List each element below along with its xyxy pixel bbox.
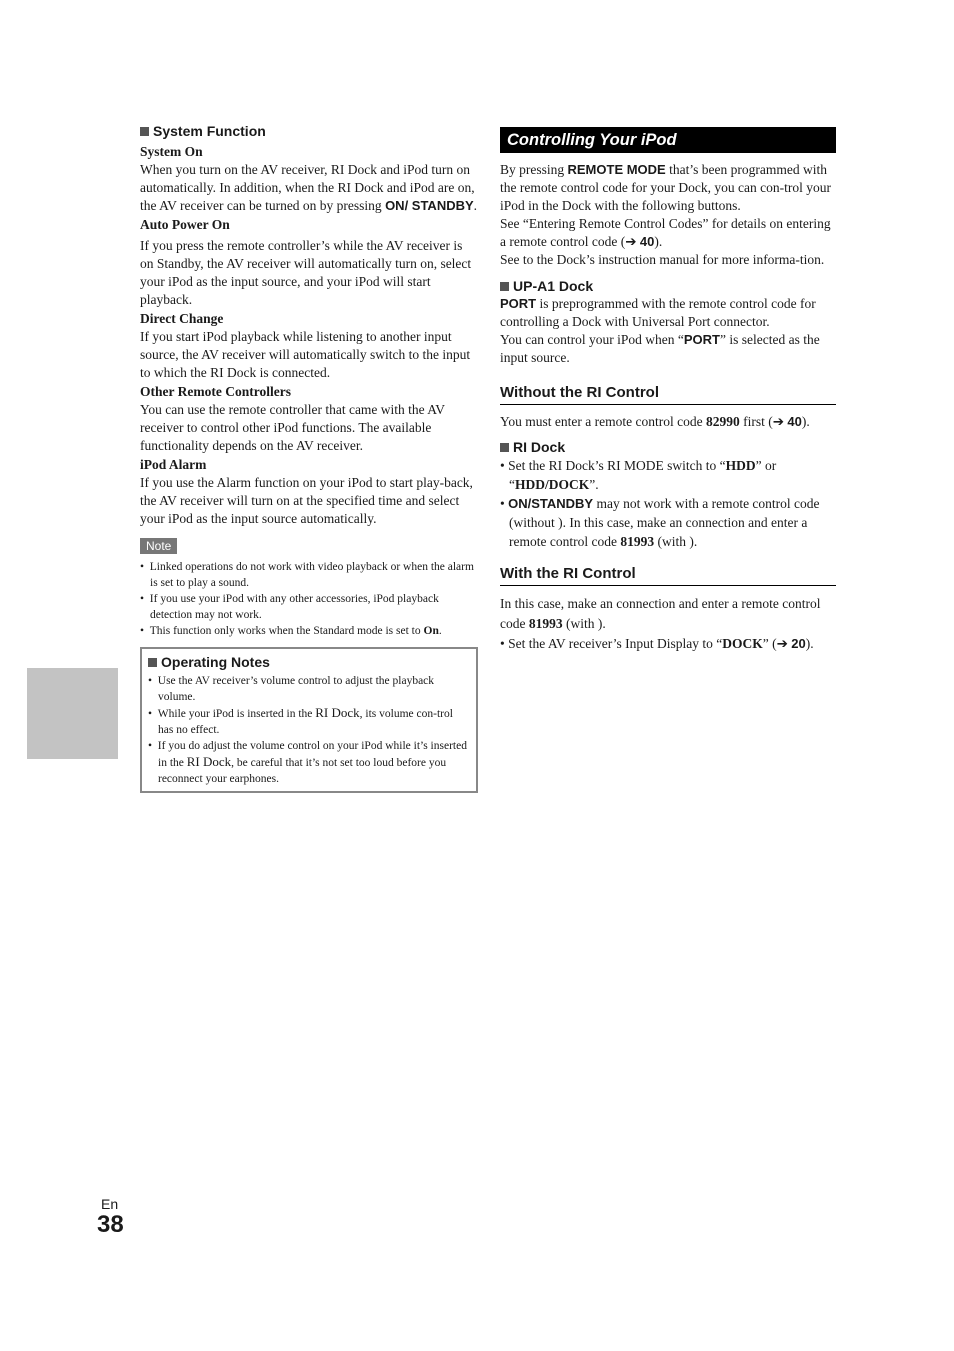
operating-notes-box [140,647,478,793]
square-bullet-icon [140,127,149,136]
with-ri-item: • Set the AV receiver’s Input Display to “DOCK” (➔ 20). [500,636,814,651]
intro-see-codes: See “Entering Remote Control Codes” for details on entering a remote control code (➔ 40). [500,216,831,249]
ri-dock-list [500,456,836,551]
other-remote-text: You can use the remote controller that came with the AV receiver to control other iPod functions. The available functionality depends on the AV receiver. [140,402,445,453]
ipod-alarm-title: iPod Alarm [140,457,207,472]
note-item: • Linked operations do not work with video playback or when the alarm is set to play a sound. [140,561,474,589]
auto-power-on-text: If you press the remote controller’s while the AV receiver is on Standby, the AV receiver will automatically turn on, select your iPod as the input source, and your iPod will start playback. [140,238,472,307]
note-item: • This function only works when the Standard mode is set to On. [140,625,442,637]
left-column [140,122,478,793]
without-ri-text: You must enter a remote control code 82990 first (➔ 40). [500,414,810,429]
upa1-text: PORT is preprogrammed with the remote control code for controlling a Dock with Universal Port connector. [500,296,816,329]
system-function-heading: System Function [140,122,478,140]
with-ri-list [500,634,836,653]
operating-note-item: • While your iPod is inserted in the RI Dock, its volume con-trol has no effect. [148,705,453,736]
square-bullet-icon [500,282,509,291]
language-label: En [101,1196,119,1212]
page-number: 38 [97,1211,124,1238]
operating-note-item: • Use the AV receiver’s volume control to adjust the playback volume. [148,675,435,703]
intro-see-manual: See to the Dock’s instruction manual for more informa-tion. [500,252,825,267]
arrow-right-icon: ➔ [625,234,637,249]
upa1-heading: UP-A1 Dock [500,277,836,295]
ri-dock-heading: RI Dock [500,438,836,456]
ipod-alarm-text: If you use the Alarm function on your iPod to start play-back, the AV receiver will turn on at the specified time and select your iPod as the input source automatically. [140,475,473,526]
operating-notes-list [148,673,470,787]
square-bullet-icon [148,658,157,667]
arrow-right-icon: ➔ [772,414,785,429]
note-item: • If you use your iPod with any other accessories, iPod playback detection may not work. [140,593,439,621]
other-remote-title: Other Remote Controllers [140,384,291,399]
with-ri-heading: With the RI Control [500,565,836,586]
direct-change-text: If you start iPod playback while listening to another input source, the AV receiver will automatically switch to the input to which the RI Dock is connected. [140,329,471,380]
system-on-text: When you turn on the AV receiver, RI Dock and iPod turn on automatically. In addition, when the RI Dock and iPod are on, the AV receiver can be turned on by pressing ON/ STANDBY. [140,162,478,213]
with-ri-text: In this case, make an connection and enter a remote control code 81993 (with ). [500,596,821,631]
upa1-text-2: You can control your iPod when “PORT” is selected as the input source. [500,332,820,365]
operating-notes-heading: Operating Notes [148,653,470,671]
ri-dock-item: • ON/STANDBY may not work with a remote control code (without ). In this case, make an connection and enter a remote control code 81993 (with ). [500,496,820,549]
direct-change-title: Direct Change [140,311,224,326]
right-column [500,127,836,653]
auto-power-on-title: Auto Power On [140,217,230,232]
ri-dock-item: • Set the RI Dock’s RI MODE switch to “HDD” or “HDD/DOCK”. [500,458,777,492]
page-title: Controlling Your iPod [500,127,836,153]
note-badge: Note [140,538,177,554]
intro-text: By pressing REMOTE MODE that’s been programmed with the remote control code for your Dock, you can con-trol your iPod in the Dock with the following buttons. [500,162,832,213]
square-bullet-icon [500,443,509,452]
operating-note-item: • If you do adjust the volume control on your iPod while it’s inserted in the RI Dock, be careful that it’s not set too loud before you reconnect your earphones. [148,740,467,785]
note-list [140,559,478,639]
system-on-title: System On [140,144,203,159]
without-ri-heading: Without the RI Control [500,384,836,405]
arrow-right-icon: ➔ [776,636,788,651]
section-tab [27,668,118,759]
